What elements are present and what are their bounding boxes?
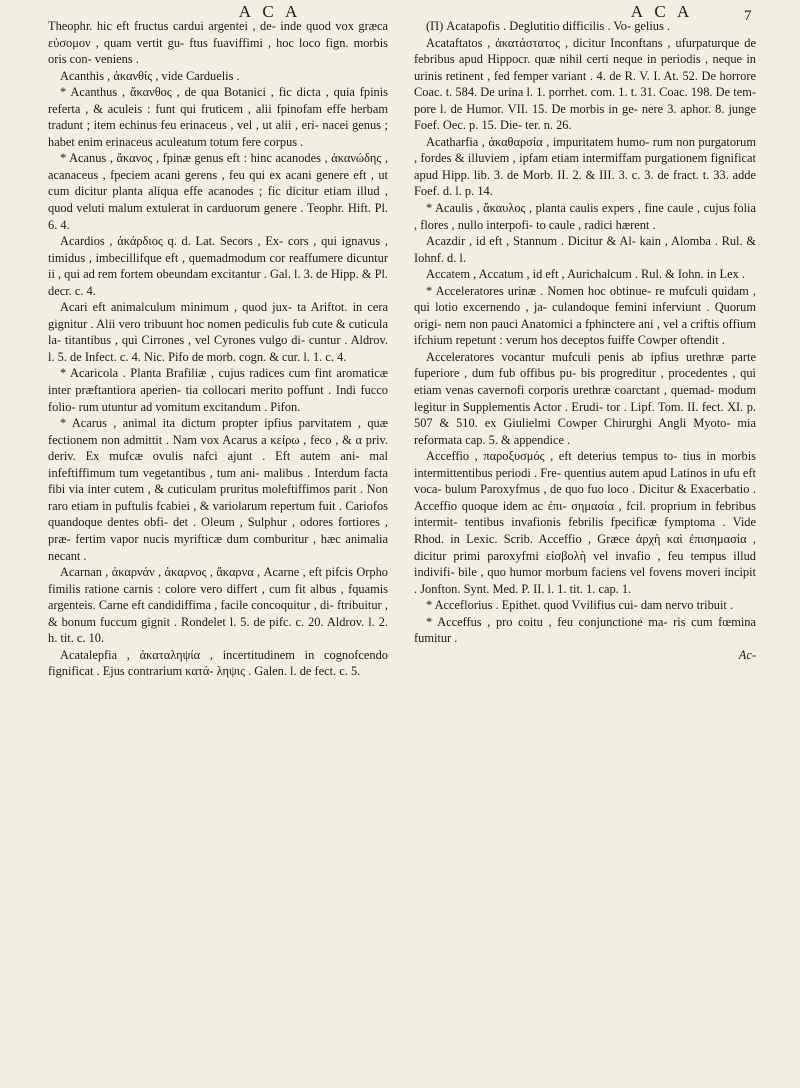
catchword: Ac- [738,647,756,662]
entry-acataposis: (Π) Acatapofis . Deglutitio difficilis . Vo- gelius . [426,19,670,33]
entry-acaricola: * Acaricola . Planta Brafiliæ , cujus radices cum fint aromaticæ inter præftantiora aperien- tia collocari merito poffunt . Indi fucco folio- rum utuntur ad vomitum excitandum . Pifon. [48,366,388,414]
entry-accessio: Acceffio , παροξυσμός , eft deterius tempus to- tius in morbis intermittentibus periodi . Fre- quentius autem apud Latinos in ufu eft voca- bulum Paroxyfmus , de quo fuo loco . Dicitur & Exacerbatio . Acceffio quoque idem ac ἐπι- σημασία , fcil. proprium in febribus intermit- tentibus invafionis febrilis fpecificæ fymptoma . Vide Rhod. in Lexic. Scrib. Acceffio , Græce ἀρχὴ καὶ ἐπισημασία , dicitur primi paroxyfmi εἰσβολὴ vel invafio , feu tempus illud indivifi- bile , quo humor morbum faciens vel fovens moveri incipit . Jonfton. Synt. Med. P. II. l. 1. tit. 1. cap. 1. [414,449,756,596]
entry-acanthis: Acanthis , ἀκανθίς , vide Carduelis . [60,68,240,83]
entry-acanus: * Acanus , ἄκανος , fpinæ genus eft : hinc acanodes , ἀκανώδης , acanaceus , fpeciem acani gerens , feu qui ex acani genere eft , ut cum dicitur planta aliqua effe acanodes ; fic dicitur etiam illud , quod veluti malum extulerat in carduorum genere . Teophr. Hift. Pl. 6. 4. [48,151,388,232]
entry-acatharsia: Acatharfia , ἀκαθαρσία , impuritatem humo- rum non purgatorum , fordes & illuviem , ipfam etiam intermiffam purgationem fignificat apud Hipp. lib. 3. de Morb. II. 2. & III. 3. c. 3. de fract. t. 33. adde Foef. d. l. p. 14. [414,134,756,199]
left-column [48,18,388,680]
page-number: 7 [744,8,752,24]
right-column [414,18,756,663]
entry-acceleratores-urinae: * Acceleratores urinæ . Nomen hoc obtinue- re mufculi quidam , qui lotio excernendo , ja- culandoque femini inferviunt . Quorum origi- nem non pauci Anatomici a fphinctere ani , vel a criftis offium ifchium repetunt : verum hos deceptos fuiffe Cowper oftendit . [414,283,756,348]
entry-accessorius: * Acceflorius . Epithet. quod Vvilifius cui- dam nervo tribuit . [426,598,734,613]
entry-acarus: * Acarus , animal ita dictum propter ipfius parvitatem , quæ fectionem non admittit . Nam vox Acarus a κείρω , feco , & α priv. deriv. Ex mufcæ ovulis nafci ajunt . Eft autem ani- mal infeftiffimum tum vegetantibus , tum ani- malibus . Interdum facta fibi via inter cutem , & cuticulam pruritus moleftiffimos parit . Non raro etiam in puftulis fcabiei , & variolarum repertum fuit . Cariofos quandoque dentes obfi- det . Oleum , Sulphur , odores fortiores , præ- fertim vapor nucis myrifticæ dum comburitur , hæc animalia necant . [48,416,388,563]
running-head-right: A C A [630,2,694,21]
entry-acceleratores: Acceleratores vocantur mufculi penis ab ipfius urethræ parte fuperiore , dum fub offibus pu- bis progreditur , procedentes , qui etiam venas cavernofi corporis urethræ coarctant , quemad- modum legitur in Supplementis Actor . Erudi- tor . Lipf. Tom. II. fect. XI. p. 507 & 510. ex Giulielmi Cowper Chirurghi Angli Myoto- mia reformata cap. 5. & appendice . [414,349,756,447]
entry-acatalepsia: Acatalepfia , ἀκαταληψία , incertitudinem in cognofcendo fignificat . Ejus contrarium κατά- ληψις . Galen. l. de fect. c. 5. [48,647,388,679]
entry-acarnan: Acarnan , ἀκαρνάν , ἀκαρνος , ἄκαρνα , Acarne , eft pifcis Orpho fimilis ratione carnis : colore vero differt , cum fit albus , fquamis argenteis. Carne eft candidiffima , facile concoquitur , di- ftribuitur , & bonum fuccum gignit . Rondelet l. 5. de pifc. c. 20. Aldrov. l. 2. h. tit. c. 10. [48,565,388,646]
entry-acaulis: * Acaulis , ἄκαυλος , planta caulis expers , fine caule , cujus folia , flores , nullo interpofi- to caule , radici hærent . [414,201,756,232]
entry-accessus: * Acceffus , pro coitu , feu conjunctione ma- ris cum fœmina fumitur . [414,614,756,646]
entry-acanthus: * Acanthus , ἄκανθος , de qua Botanici , fic dicta , quia fpinis referta , & aculeis : funt qui fruticem , alii fpinofam effe herbam tradunt ; item echinus feu erinaceus , vel , ut alii , eri- nacei genus ; habet enim erinaceus aculeatum totum fere corpus . [48,85,388,149]
entry-continuation: Theophr. hic eft fructus cardui argentei , de- inde quod vox græca εὐσομον , quam vertit gu- ftus fuaviffimi , hoc loco fign. morbis oris con- veniens . [48,19,388,67]
entry-acazdir: Acazdir , id eft , Stannum . Dicitur & Al- kain , Alomba . Rul. & Iohnf. d. l. [414,234,756,265]
entry-acari: Acari eft animalculum minimum , quod jux- ta Ariftot. in cera gignitur . Alii vero tribuunt hoc nomen pediculis fub cute & cuticula la- titantibus , qui Cirrones , vel Cyrones vulgo di- cuntur . Aldrov. l. 5. de Infect. c. 4. Nic. Pifo de morb. cogn. & cur. l. 1. c. 4. [48,300,388,364]
entry-acardios: Acardios , ἀκάρδιος q. d. Lat. Secors , Ex- cors , qui ignavus , timidus , imbecillifque eft , quemadmodum cor reaffumere dicuntur ii , qui ad rem fortem obeundam excitantur . Gal. l. 3. de Hipp. & Pl. decr. c. 4. [48,234,388,298]
entry-accatem: Accatem , Accatum , id eft , Aurichalcum . Rul. & Iohn. in Lex . [426,267,745,282]
running-head-left: A C A [238,2,302,21]
entry-acatastatos: Acataftatos , ἀκατάστατος , dicitur Inconftans , ufurpaturque de febribus apud Hippocr. quæ nihil certi neque in periodis , neque in urinis retinent , fed femper variant . 4. de R. V. I. At. 52. De horrore Coac. t. 584. De urina l. 1. porrhet. com. 1. t. 31. Coac. 198. De tem- pore l. de Humor. VII. 15. De morbis in ge- nere 3. aphor. 8. junge Foef. Oec. p. 15. Die- ter. n. 26. [414,35,756,133]
